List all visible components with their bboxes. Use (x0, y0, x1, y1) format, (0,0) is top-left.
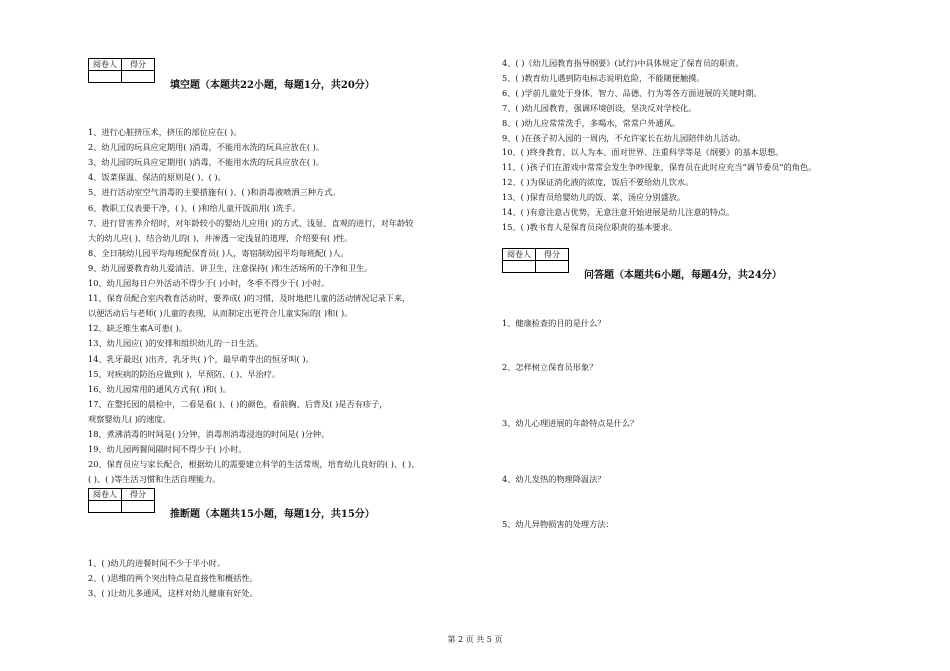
score-cell (122, 501, 155, 513)
score-box-fill (88, 58, 155, 83)
score-box-qa (502, 248, 569, 273)
question-line: 2、怎样树立保育员形象？ (502, 362, 598, 372)
score-cell (122, 71, 155, 83)
question-line: 8、( )幼儿应常常洗手，多喝水，常常户外通风。 (502, 117, 680, 128)
reviewer-cell (89, 71, 122, 83)
question-line: 7、进行冒害养介绍时，对年龄较小的婴幼儿应用( )的方式、浅显、直观的进行，对年龄较 (88, 217, 414, 228)
question-line: 13、幼儿园应( )的安排和组织幼儿的一日生活。 (88, 338, 263, 349)
question-line: 4、幼儿发热的物理降温法？ (502, 474, 606, 484)
question-line: 4、饭菜保温、保洁的原则是( )、( )。 (88, 172, 226, 183)
question-line: 7、( )幼儿园教育，强调环境创设，坚决反对学校化。 (502, 102, 697, 113)
question-line: 6、( )学前儿童处于身体、智力、品德、行为等各方面进展的关键时期。 (502, 87, 762, 98)
question-line: 1、进行心脏挤压术，挤压的部位应在( )。 (88, 127, 242, 137)
score-label: 得分 (122, 59, 155, 71)
question-line: 12、缺乏维生素A可患( )。 (88, 323, 188, 334)
score-label: 得分 (122, 489, 155, 501)
question-line: 16、幼儿园常用的通风方式有( )和( )。 (88, 383, 232, 394)
page-footer: 第 2 页 共 5 页 (447, 635, 503, 644)
question-line: 10、幼儿园每日户外活动不得少于( )小时，冬季不得少于( )小时。 (88, 278, 330, 288)
question-line: 5、( )教育幼儿遇到防电标志说明危险，不能随便触摸。 (502, 72, 705, 83)
judge-section-title: 推断题（本题共15小题，每题1分，共15分） (170, 509, 375, 520)
question-line: 15、对疾病的防治应做到( )，早预防、( )、早治疗。 (88, 368, 281, 379)
question-line: 5、幼儿异物损害的处理方法： (502, 519, 614, 529)
question-line: 1、健康检查的目的是什么？ (502, 318, 606, 328)
score-cell (536, 261, 569, 273)
qa-section-title: 问答题（本题共6小题，每题4分，共24分） (584, 270, 782, 281)
question-line: 14、( )有意注意占优势，无意注意开始进展是幼儿注意的特点。 (502, 207, 735, 217)
question-line: 观察婴幼儿( )的速度。 (88, 413, 171, 424)
question-line: 以便活动后与老师( )儿童的表现，从而制定出更符合儿童实际的( )和( )。 (88, 308, 353, 319)
question-line: 5、进行活动室空气消毒的主要措施有( )、( )和消毒液喷洒三种方式。 (88, 187, 341, 198)
reviewer-label: 阅卷人 (89, 489, 122, 501)
question-line: 20、保育员应与家长配合，根据幼儿的需要建立科学的生活常规，培育幼儿良好的( )、( )、 (88, 459, 420, 470)
score-label: 得分 (536, 249, 569, 261)
question-line: 15、( )教书育人是保育员岗位职责的基本要求。 (502, 221, 677, 232)
question-line: 3、( )让幼儿多通风，这样对幼儿健康有好处。 (88, 588, 258, 598)
question-line: 17、在整托园的晨检中，二看是看( )、( )的颜色，看前胸、后背及( )是否有疹子， (88, 398, 388, 409)
question-line: 3、幼儿心理进展的年龄特点是什么？ (502, 418, 639, 428)
fill-section-title: 填空题（本题共22小题，每题1分，共20分） (170, 80, 375, 91)
question-line: 10、( )终身教育、以人为本、面对世界、注重科学等是《纲要》的基本思想。 (502, 147, 784, 158)
question-line: 14、乳牙最迟( )出齐，乳牙共( )个，最早萌芽出的恒牙叫( )。 (88, 353, 314, 364)
question-line: 11、保育员配合室内教育活动时，要养成( )的习惯，及时地把儿童的活动情况记录下来， (88, 293, 411, 304)
question-line: 2、幼儿园的玩具应定期用( )消毒，不能用水洗的玩具应放在( )。 (88, 142, 325, 153)
question-line: 9、幼儿园要教育幼儿爱清洁、讲卫生，注意保持( )和生活场所的干净和卫生。 (88, 262, 373, 273)
question-line: 3、幼儿园的玩具应定期用( )消毒，不能用水洗的玩具应放在( )。 (88, 157, 325, 168)
question-line: 9、( )在孩子初入园的一周内，不允许家长在幼儿园陪伴幼儿活动。 (502, 132, 746, 143)
question-line: 1、( )幼儿的进餐时间不少于半小时。 (88, 558, 226, 568)
question-line: 19、幼儿园两餐间隔时间不得少于( )小时。 (88, 444, 247, 455)
question-line: 12、( )为保证消化液的浓度，饭后不要给幼儿饮水。 (502, 177, 694, 188)
question-line: ( )、( )等生活习惯和生活自理能力。 (88, 474, 221, 485)
reviewer-label: 阅卷人 (89, 59, 122, 71)
question-line: 8、全日制幼儿园平均每班配保育员( )人，寄宿制幼园平均每班配( )人。 (88, 247, 349, 258)
question-line: 大的幼儿应( )，结合幼儿的( )，并渗透一定浅显的道理，介绍要有( )性。 (88, 232, 353, 243)
question-line: 11、( )孩子们在游戏中常常会发生争吵现象，保育员在此时应充当“调节委员”的角色。 (502, 162, 817, 173)
question-line: 13、( )保育员给婴幼儿的饭、菜、汤应分别盛放。 (502, 192, 686, 203)
question-line: 18、煮沸消毒的时间是( )分钟，消毒剂消毒浸泡的时间是( )分钟。 (88, 429, 330, 439)
question-line: 6、教职工仪表要干净，( )、( )和给儿童开饭前用( )洗手。 (88, 202, 301, 213)
question-line: 4、( )《幼儿园教育指导纲要》(试行)中具体规定了保育员的职责。 (502, 58, 744, 68)
score-box-judge (88, 488, 155, 513)
question-line: 2、( )思维的两个突出特点是直接性和概括性。 (88, 573, 258, 583)
reviewer-cell (503, 261, 536, 273)
reviewer-cell (89, 501, 122, 513)
reviewer-label: 阅卷人 (503, 249, 536, 261)
